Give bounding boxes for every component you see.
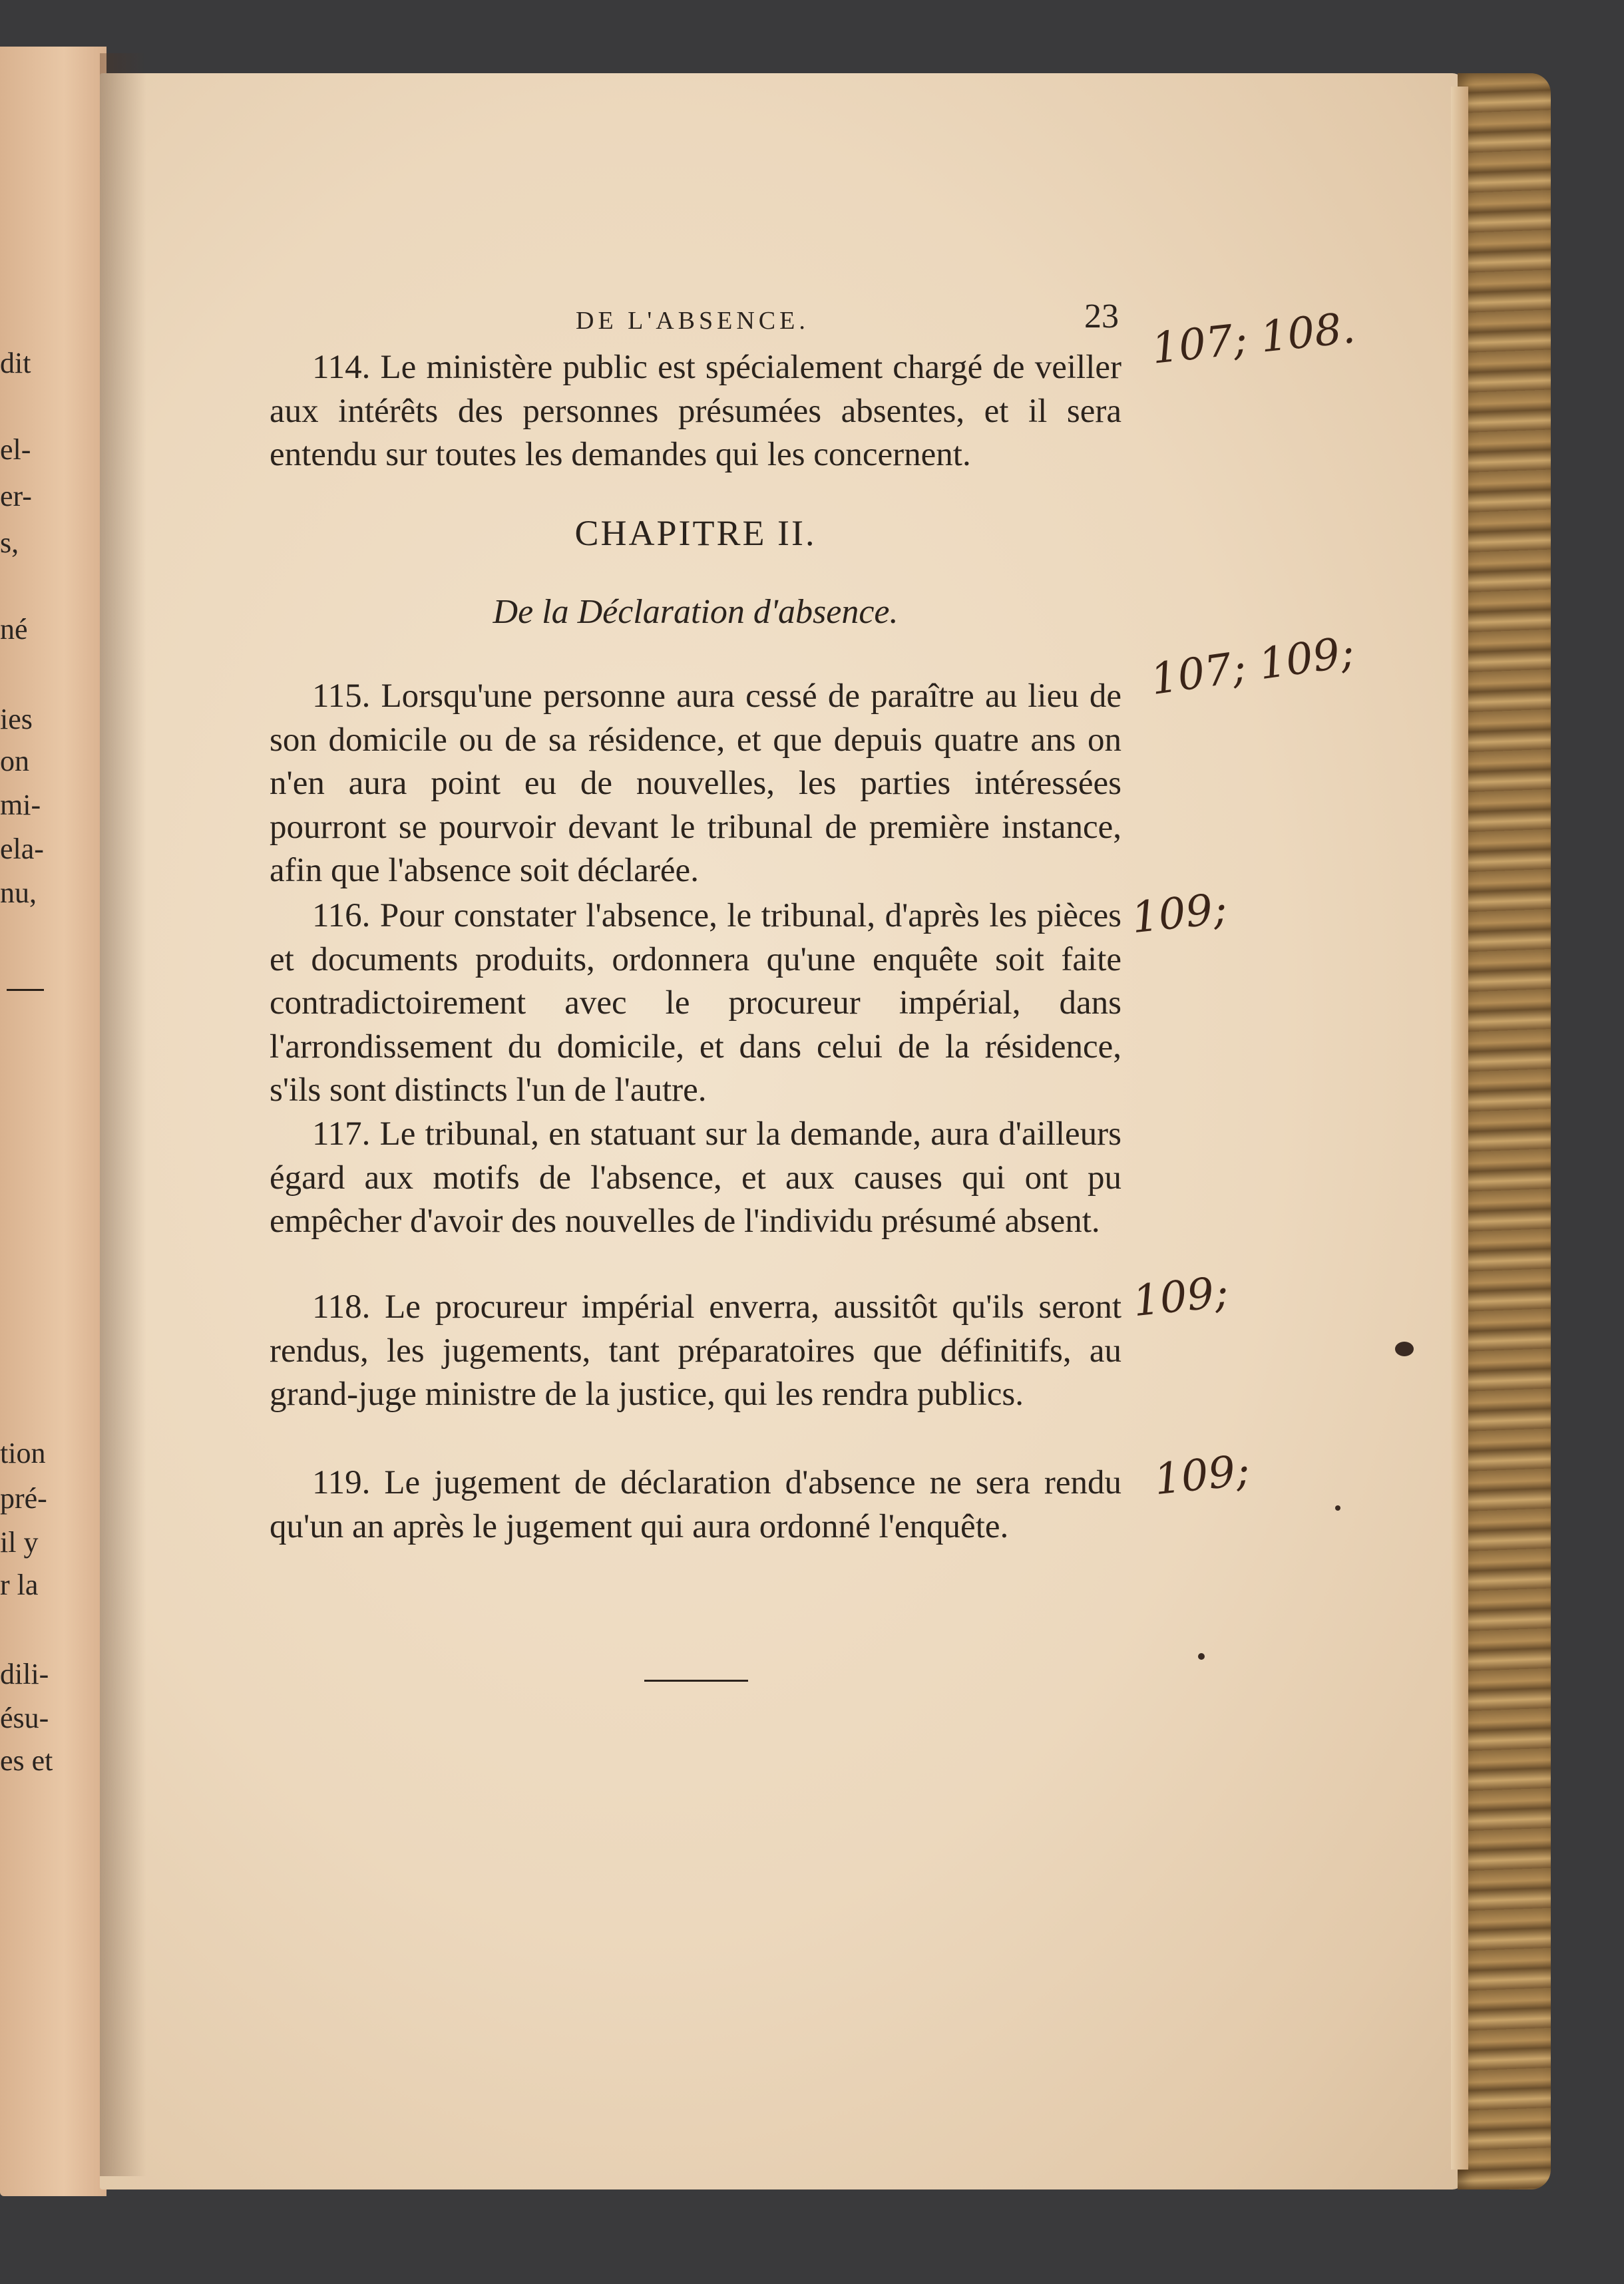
left-fragment: el-: [0, 433, 31, 466]
left-fragment: pré-: [0, 1482, 47, 1515]
article-114: 114. Le ministère public est spécialement chargé de veiller aux intérêts des personnes présumées absentes, et il sera entendu sur toutes les demandes qui les concernent.: [270, 349, 1121, 473]
page-stack-edge: [1451, 87, 1468, 2170]
left-fragment: s,: [0, 526, 19, 559]
chapter-subtitle: De la Déclaration d'absence.: [493, 593, 899, 631]
article-117: 117. Le tribunal, en statuant sur la demande, aura d'ailleurs égard aux motifs de l'absence, et aux causes qui ont pu empêcher d'avoir des nouvelles de l'individu présumé absent.: [270, 1115, 1121, 1240]
article-115: 115. Lorsqu'une personne aura cessé de paraître au lieu de son domicile ou de sa résidence, et que depuis quatre ans on n'en aura point eu de nouvelles, les parties intéressées pourront se pourvoir devant le tribunal de première instance, afin que l'absence soit déclarée.: [270, 677, 1121, 889]
left-fragment: dit: [0, 347, 31, 379]
marbled-fore-edge: [1458, 73, 1551, 2189]
left-fragment: es et: [0, 1744, 53, 1777]
article-119: 119. Le jugement de déclaration d'absence ne sera rendu qu'un an après le jugement qui aura ordonné l'enquête.: [270, 1464, 1121, 1545]
end-rule: [644, 1680, 748, 1682]
left-fragment: nu,: [0, 876, 37, 909]
article-116: 116. Pour constater l'absence, le tribunal, d'après les pièces et documents produits, ordonnera qu'une enquête soit faite contradictoirement avec le procureur impérial, dans l'arrondissement du domicile, et dans celui de la résidence, s'ils sont distincts l'un de l'autre.: [270, 897, 1121, 1109]
handwritten-note: 109;: [1129, 884, 1230, 944]
ink-blot: [1395, 1342, 1414, 1356]
left-fragment: ela-: [0, 833, 44, 865]
chapter-heading: CHAPITRE II.: [574, 513, 817, 553]
ink-speck: [1198, 1653, 1205, 1660]
handwritten-note: 109;: [1130, 1267, 1231, 1327]
handwritten-note: 107; 108.: [1149, 303, 1358, 374]
left-fragment: né: [0, 613, 28, 646]
left-fragment: r la: [0, 1569, 39, 1601]
left-fragment: on: [0, 745, 29, 777]
handwritten-note: 107; 109;: [1147, 627, 1358, 705]
page-number: 23: [1084, 297, 1119, 335]
gutter-shadow: [100, 53, 146, 2176]
left-fragment: tion: [0, 1437, 46, 1469]
left-fragment: ésu-: [0, 1702, 49, 1734]
left-fragment: ies: [0, 703, 33, 735]
handwritten-note: 109;: [1151, 1445, 1253, 1505]
left-fragment: il y: [0, 1526, 39, 1559]
running-head-title: DE L'ABSENCE.: [576, 307, 809, 335]
ink-speck: [1335, 1505, 1340, 1511]
running-head: [270, 297, 1121, 337]
left-fragment: mi-: [0, 789, 41, 821]
left-fragment: er-: [0, 480, 32, 512]
left-fragment: dili-: [0, 1658, 49, 1690]
left-page-rule: [7, 989, 44, 991]
article-118: 118. Le procureur impérial enverra, aussitôt qu'ils seront rendus, les jugements, tant préparatoires que définitifs, au grand-juge ministre de la justice, qui les rendra publics.: [270, 1288, 1121, 1413]
